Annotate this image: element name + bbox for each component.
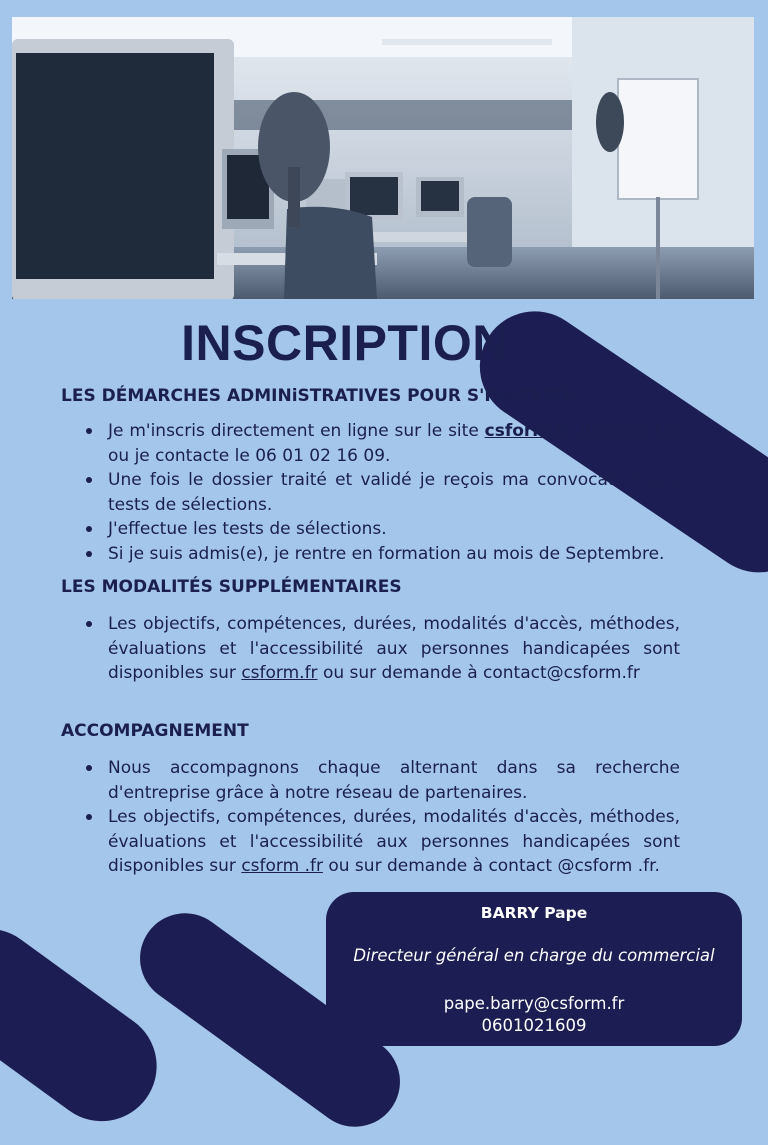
list-item-text: ou je contacte le 06 01 02 16 09.	[108, 445, 391, 466]
contact-role: Directeur général en charge du commercial	[353, 946, 715, 965]
contact-name: BARRY Pape	[480, 904, 588, 922]
accompagnement-list	[84, 756, 680, 879]
contact-card	[326, 892, 742, 1046]
list-item: Si je suis admis(e), je rentre en formation au mois de Septembre.	[84, 542, 680, 567]
list-item-text: ou sur demande à contact @csform .fr.	[322, 856, 660, 876]
inscription-link[interactable]: csform.fr /inscris-toi	[484, 421, 680, 441]
list-item	[84, 805, 680, 879]
modalites-list	[84, 612, 680, 686]
list-item: J'effectue les tests de sélections.	[84, 517, 680, 542]
contact-phone[interactable]: 0601021609	[481, 1016, 587, 1035]
csform-link-2[interactable]: csform .fr	[241, 856, 323, 876]
section-heading-modalites: LES MODALITÉS SUPPLÉMENTAIRES	[61, 577, 402, 597]
list-item-text: ou sur demande à contact@csform.fr	[317, 663, 640, 683]
section-heading-accompagnement: ACCOMPAGNEMENT	[61, 721, 249, 741]
csform-link[interactable]: csform.fr	[241, 663, 318, 683]
contact-email[interactable]: pape.barry@csform.fr	[443, 994, 625, 1013]
section-heading-demarches: LES DÉMARCHES ADMINiSTRATIVES POUR S'INSCRIRE	[61, 386, 574, 406]
list-item-text: Je m'inscris directement en ligne sur le site	[108, 421, 485, 441]
list-item	[84, 419, 680, 468]
page-title: INSCRIPTION	[181, 315, 509, 371]
list-item	[84, 612, 680, 686]
demarches-list	[84, 419, 680, 566]
list-item: Une fois le dossier traité et validé je reçois ma convocation aux tests de sélections.	[84, 468, 680, 517]
list-item-text: Les objectifs, compétences, durées, modalités d'accès, méthodes, évaluations et l'accessibilité aux personnes handicapées sont disponibles sur	[108, 614, 680, 683]
list-item: Nous accompagnons chaque alternant dans sa recherche d'entreprise grâce à notre réseau de partenaires.	[84, 756, 680, 805]
header-photo-office	[12, 17, 754, 299]
list-item-text: Les objectifs, compétences, durées, modalités d'accès, méthodes, évaluations et l'accessibilité aux personnes handicapées sont disponibles sur	[108, 807, 680, 876]
